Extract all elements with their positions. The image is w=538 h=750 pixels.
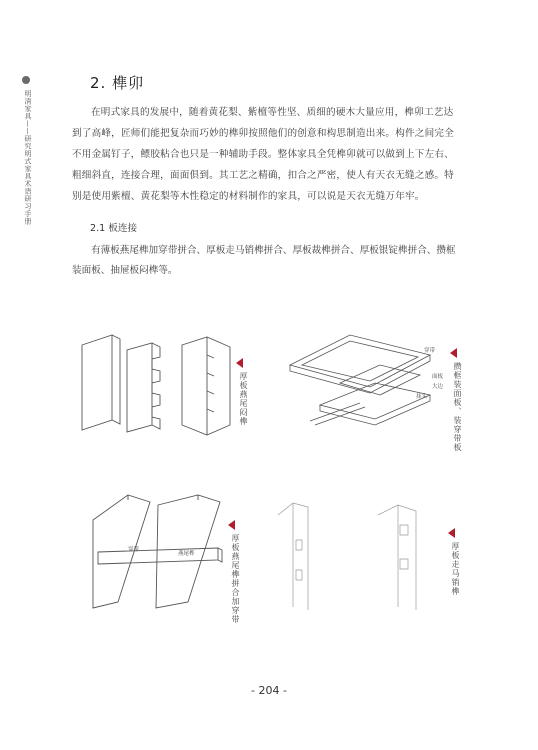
- figure-sliding-key: [268, 495, 438, 615]
- figure-framed-panel: [280, 325, 445, 435]
- figure-caption: 攒框装面板、装穿带板: [453, 362, 462, 452]
- page-number: - 204 -: [251, 684, 287, 697]
- figure-cross-batten-joint: [88, 490, 228, 610]
- sliding-key-drawing: [268, 495, 438, 615]
- callout-label: 穿带: [424, 348, 436, 354]
- callout-label: 大边: [432, 384, 444, 390]
- callout-label: 穿带: [128, 547, 140, 553]
- margin-bullet: [22, 76, 30, 84]
- callout-label: 燕尾榫: [178, 551, 195, 557]
- subsection-heading: 2.1 板连接: [90, 223, 138, 234]
- running-title: 明清家具——研究明式家具术语研习手册: [24, 90, 32, 225]
- callout-label: 抹头: [416, 394, 428, 400]
- caption-marker: [448, 528, 455, 538]
- caption-marker: [236, 358, 243, 368]
- section-paragraph: 在明式家具的发展中，随着黄花梨、紫檀等性坚、质细的硬木大量应用，榫卯工艺达到了高峰，匠师们能把复杂而巧妙的榫卯按照他们的创意和构思制造出来。构件之间完全不用金属钉子，鳔胶粘合也只是一种辅助手段。整体家具全凭榫卯就可以做到上下左右、粗细斜直，连接合理，面面俱到。其工艺之精确，扣合之严密，使人有天衣无缝之感。特别是使用紫檀、黄花梨等木性稳定的材料制作的家具，可以说是天衣无缝万年牢。: [72, 107, 454, 202]
- figure-caption: 厚板燕尾榫拼合加穿带: [231, 534, 240, 624]
- framed-panel-drawing: [280, 325, 445, 435]
- figure-dovetail-joint: [72, 325, 242, 440]
- section-heading: 2. 榫卯: [90, 74, 145, 92]
- subsection-paragraph: 有薄板燕尾榫加穿带拼合、厚板走马销榫拼合、厚板裁榫拼合、厚板银锭榫拼合、攒框装面板、抽屉板闷榫等。: [72, 245, 456, 276]
- caption-marker: [450, 348, 457, 358]
- figure-caption: 厚板走马销榫: [451, 542, 460, 596]
- dovetail-joint-drawing: [72, 325, 242, 440]
- figure-caption: 厚板燕尾闷榫: [239, 372, 248, 426]
- callout-label: 面板: [432, 374, 444, 380]
- cross-batten-drawing: [88, 490, 228, 610]
- caption-marker: [228, 520, 235, 530]
